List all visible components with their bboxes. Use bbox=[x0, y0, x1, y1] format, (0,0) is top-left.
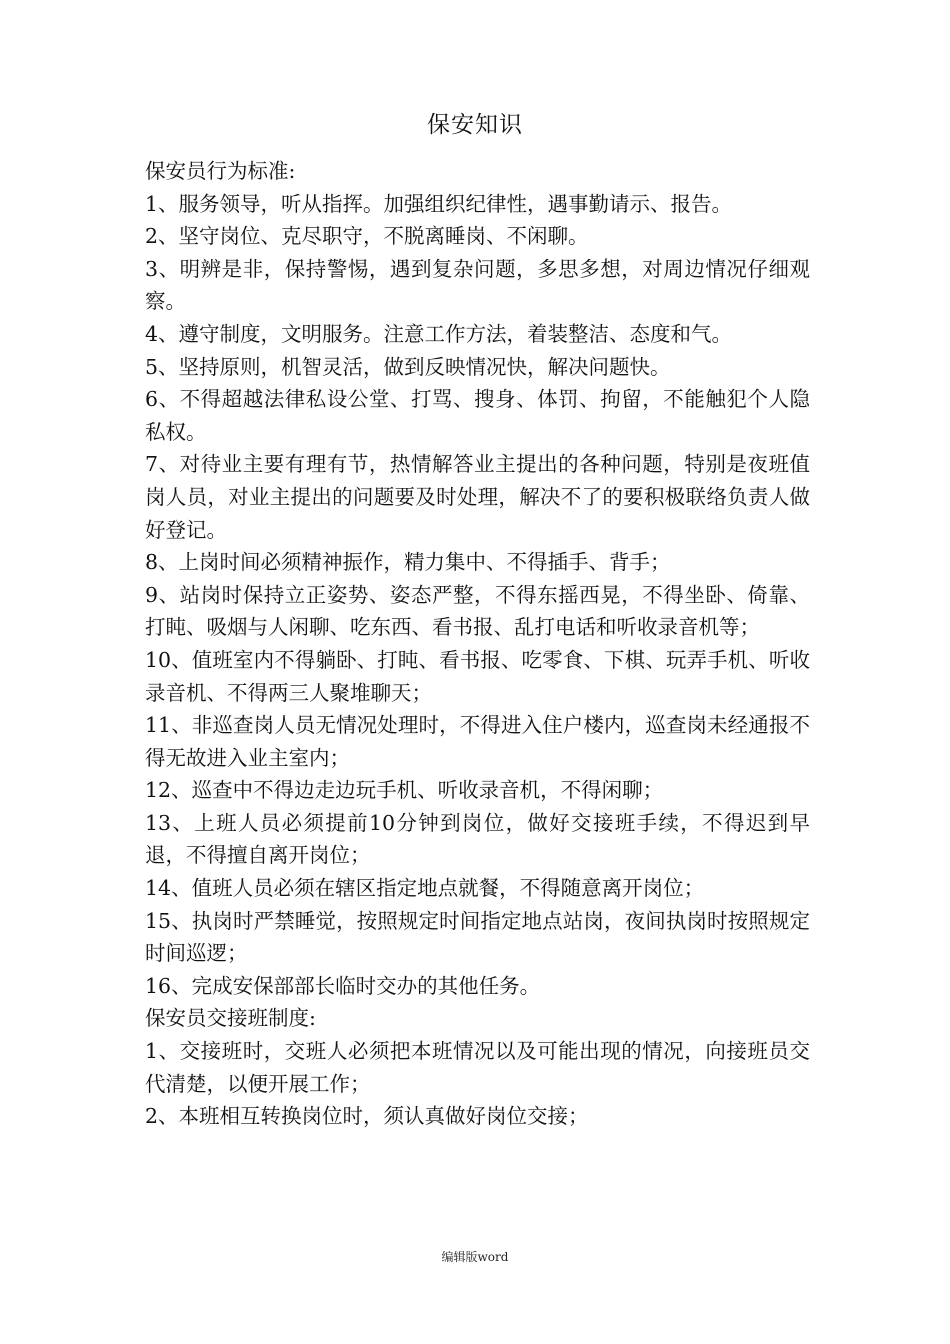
list-item: 9、站岗时保持立正姿势、姿态严整，不得东摇西晃，不得坐卧、倚靠、打盹、吸烟与人闲聊、吃东西、看书报、乱打电话和听收录音机等； bbox=[145, 582, 810, 640]
list-item: 5、坚持原则，机智灵活，做到反映情况快，解决问题快。 bbox=[145, 354, 671, 379]
list-item: 3、明辨是非，保持警惕，遇到复杂问题，多思多想，对周边情况仔细观察。 bbox=[145, 256, 810, 314]
list-item: 15、执岗时严禁睡觉，按照规定时间指定地点站岗，夜间执岗时按照规定时间巡逻； bbox=[145, 908, 810, 966]
section-heading-shift-handover: 保安员交接班制度: bbox=[145, 1006, 316, 1031]
document-body bbox=[145, 155, 810, 1133]
list-item: 13、上班人员必须提前10分钟到岗位，做好交接班手续，不得迟到早退，不得擅自离开岗位； bbox=[145, 810, 810, 868]
list-item: 6、不得超越法律私设公堂、打骂、搜身、体罚、拘留，不能触犯个人隐私权。 bbox=[145, 387, 810, 444]
page-footer: 编辑版word bbox=[441, 1250, 509, 1264]
list-item: 4、遵守制度，文明服务。注意工作方法，着装整洁、态度和气。 bbox=[145, 321, 733, 346]
list-item: 10、值班室内不得躺卧、打盹、看书报、吃零食、下棋、玩弄手机、听收录音机、不得两三人聚堆聊天； bbox=[145, 647, 810, 705]
list-item: 14、值班人员必须在辖区指定地点就餐，不得随意离开岗位； bbox=[145, 876, 705, 901]
list-item: 1、交接班时，交班人必须把本班情况以及可能出现的情况，向接班员交代清楚，以便开展工作； bbox=[145, 1039, 810, 1096]
section-heading-behavior-standards: 保安员行为标准: bbox=[145, 159, 296, 183]
list-item: 11、非巡查岗人员无情况处理时，不得进入住户楼内，巡查岗未经通报不得无故进入业主室内； bbox=[145, 713, 810, 770]
list-item: 2、本班相互转换岗位时，须认真做好岗位交接； bbox=[145, 1104, 589, 1129]
list-item: 16、完成安保部部长临时交办的其他任务。 bbox=[145, 973, 541, 998]
list-item: 7、对待业主要有理有节，热情解答业主提出的各种问题，特别是夜班值岗人员，对业主提出的问题要及时处理，解决不了的要积极联络负责人做好登记。 bbox=[145, 452, 810, 542]
list-item: 8、上岗时间必须精神振作，精力集中、不得插手、背手； bbox=[145, 550, 671, 575]
list-item: 1、服务领导，听从指挥。加强组织纪律性，遇事勤请示、报告。 bbox=[145, 191, 733, 216]
list-item: 12、巡查中不得边走边玩手机、听收录音机，不得闲聊； bbox=[145, 778, 664, 803]
list-item: 2、坚守岗位、克尽职守，不脱离睡岗、不闲聊。 bbox=[145, 224, 589, 249]
document-title: 保安知识 bbox=[427, 112, 523, 138]
